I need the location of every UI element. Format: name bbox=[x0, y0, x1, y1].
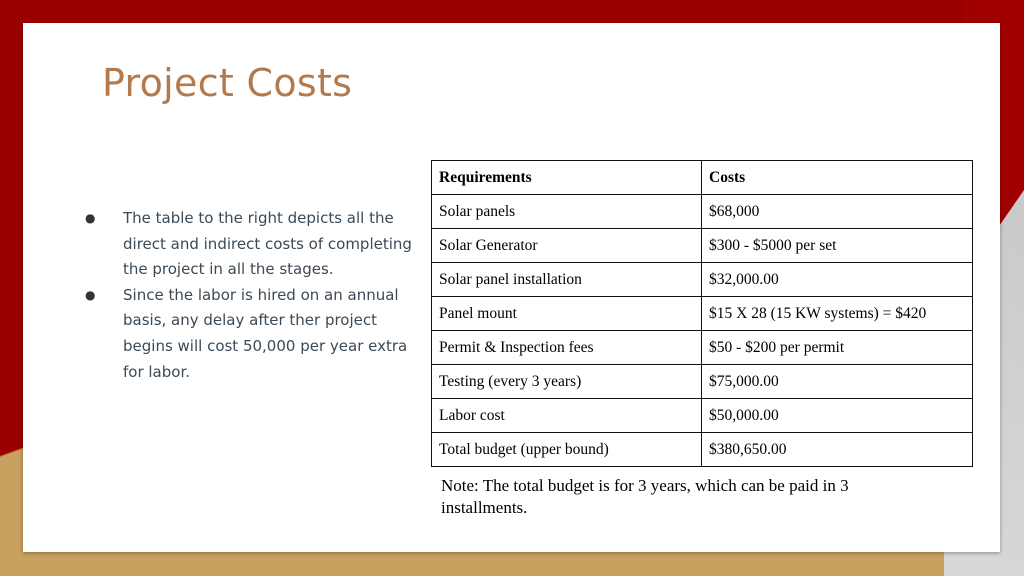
table-cell-cost: $50,000.00 bbox=[702, 399, 973, 433]
table-row bbox=[432, 399, 973, 433]
table-cell-requirement: Solar panels bbox=[432, 195, 702, 229]
bullet-dot-icon: ● bbox=[85, 211, 96, 225]
table-cell-cost: $15 X 28 (15 KW systems) = $420 bbox=[702, 297, 973, 331]
cost-table bbox=[431, 160, 973, 467]
table-cell-requirement: Total budget (upper bound) bbox=[432, 433, 702, 467]
header-requirements: Requirements bbox=[432, 161, 702, 195]
table-header-row bbox=[432, 161, 973, 195]
bullet-item bbox=[85, 283, 415, 385]
table-row bbox=[432, 297, 973, 331]
table-cell-requirement: Permit & Inspection fees bbox=[432, 331, 702, 365]
table-cell-cost: $75,000.00 bbox=[702, 365, 973, 399]
table-cell-requirement: Testing (every 3 years) bbox=[432, 365, 702, 399]
bullet-text: The table to the right depicts all the direct and indirect costs of completing the project in all the stages. bbox=[123, 209, 412, 279]
bullet-item bbox=[85, 206, 415, 283]
table-cell-requirement: Panel mount bbox=[432, 297, 702, 331]
bullet-dot-icon: ● bbox=[85, 287, 96, 302]
table-row bbox=[432, 331, 973, 365]
table-row bbox=[432, 229, 973, 263]
slide-title: Project Costs bbox=[102, 61, 353, 105]
table-row bbox=[432, 195, 973, 229]
slide-canvas bbox=[23, 23, 1000, 552]
table-cell-requirement: Solar panel installation bbox=[432, 263, 702, 297]
bullet-text: Since the labor is hired on an annual basis, any delay after ther project begins will cost 50,000 per year extra for labor. bbox=[123, 285, 408, 381]
table-cell-cost: $50 - $200 per permit bbox=[702, 331, 973, 365]
table-cell-cost: $380,650.00 bbox=[702, 433, 973, 467]
table-cell-cost: $32,000.00 bbox=[702, 263, 973, 297]
bullet-list bbox=[85, 206, 415, 385]
budget-note: Note: The total budget is for 3 years, which can be paid in 3 installments. bbox=[441, 476, 849, 517]
table-row-total bbox=[432, 433, 973, 467]
table-row bbox=[432, 263, 973, 297]
table-cell-cost: $300 - $5000 per set bbox=[702, 229, 973, 263]
table-row bbox=[432, 365, 973, 399]
table-cell-requirement: Solar Generator bbox=[432, 229, 702, 263]
table-cell-requirement: Labor cost bbox=[432, 399, 702, 433]
header-costs: Costs bbox=[702, 161, 973, 195]
table-cell-cost: $68,000 bbox=[702, 195, 973, 229]
